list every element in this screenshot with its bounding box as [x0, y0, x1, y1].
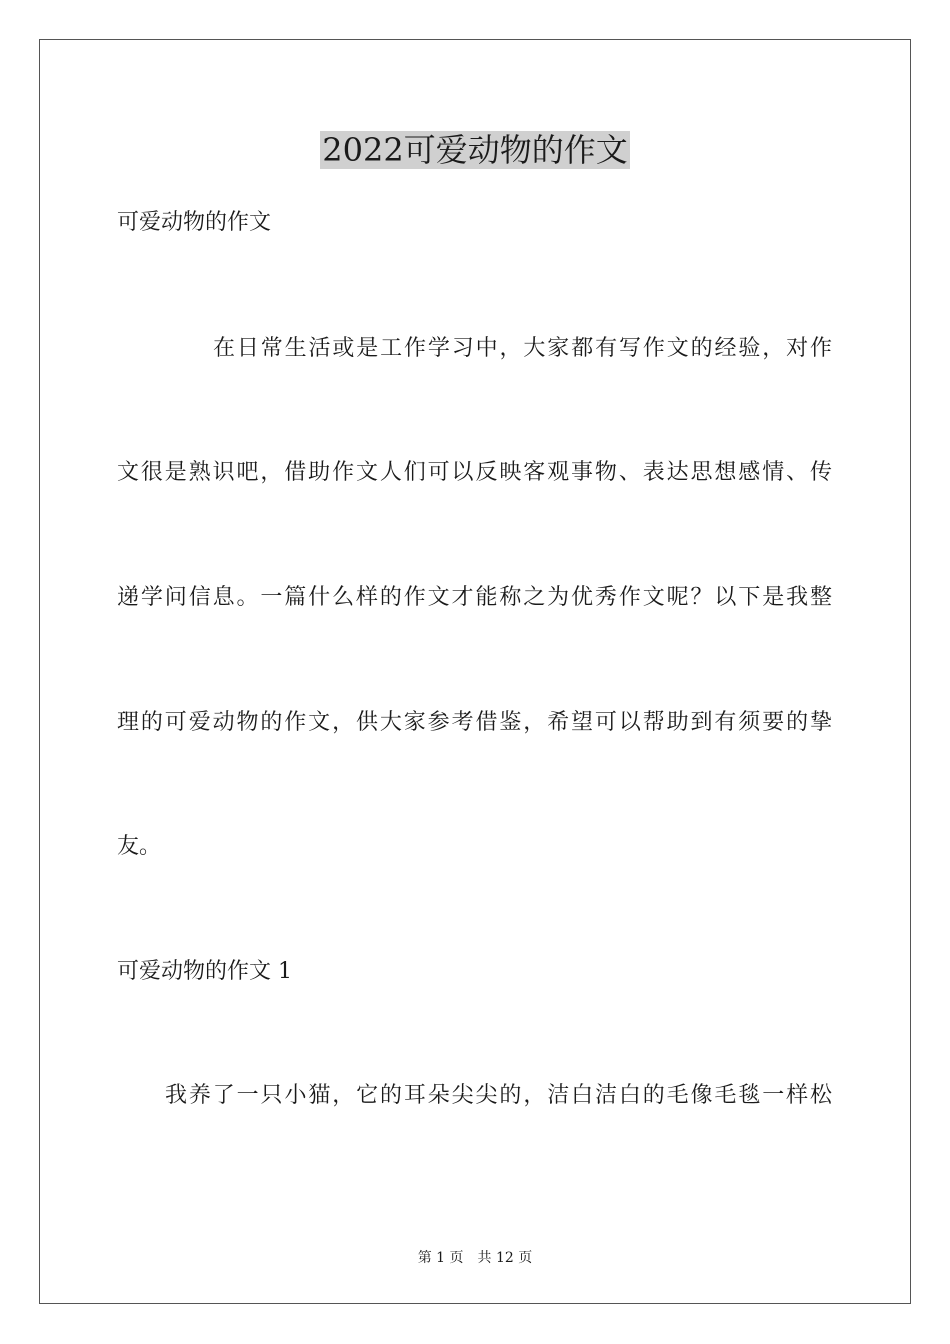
page-total: 共 12 页 [477, 1250, 533, 1266]
section-heading: 可爱动物的作文 1 [117, 959, 292, 984]
intro-line-4: 理的可爱动物的作文，供大家参考借鉴，希望可以帮助到有须要的挚 [117, 710, 832, 735]
intro-line-2: 文很是熟识吧，借助作文人们可以反映客观事物、表达思想感情、传 [117, 460, 832, 485]
page-number: 第 1 页 [417, 1250, 464, 1266]
intro-line-5: 友。 [117, 834, 162, 859]
document-title-text: 2022可爱动物的作文 [322, 131, 628, 169]
page-footer [0, 1249, 950, 1267]
intro-line-1: 在日常生活或是工作学习中，大家都有写作文的经验，对作 [213, 336, 832, 361]
document-title [0, 128, 950, 172]
document-subtitle: 可爱动物的作文 [117, 210, 272, 235]
section-line-1: 我养了一只小猫，它的耳朵尖尖的，洁白洁白的毛像毛毯一样松 [165, 1083, 832, 1108]
intro-line-3: 递学问信息。一篇什么样的作文才能称之为优秀作文呢？以下是我整 [117, 585, 832, 610]
